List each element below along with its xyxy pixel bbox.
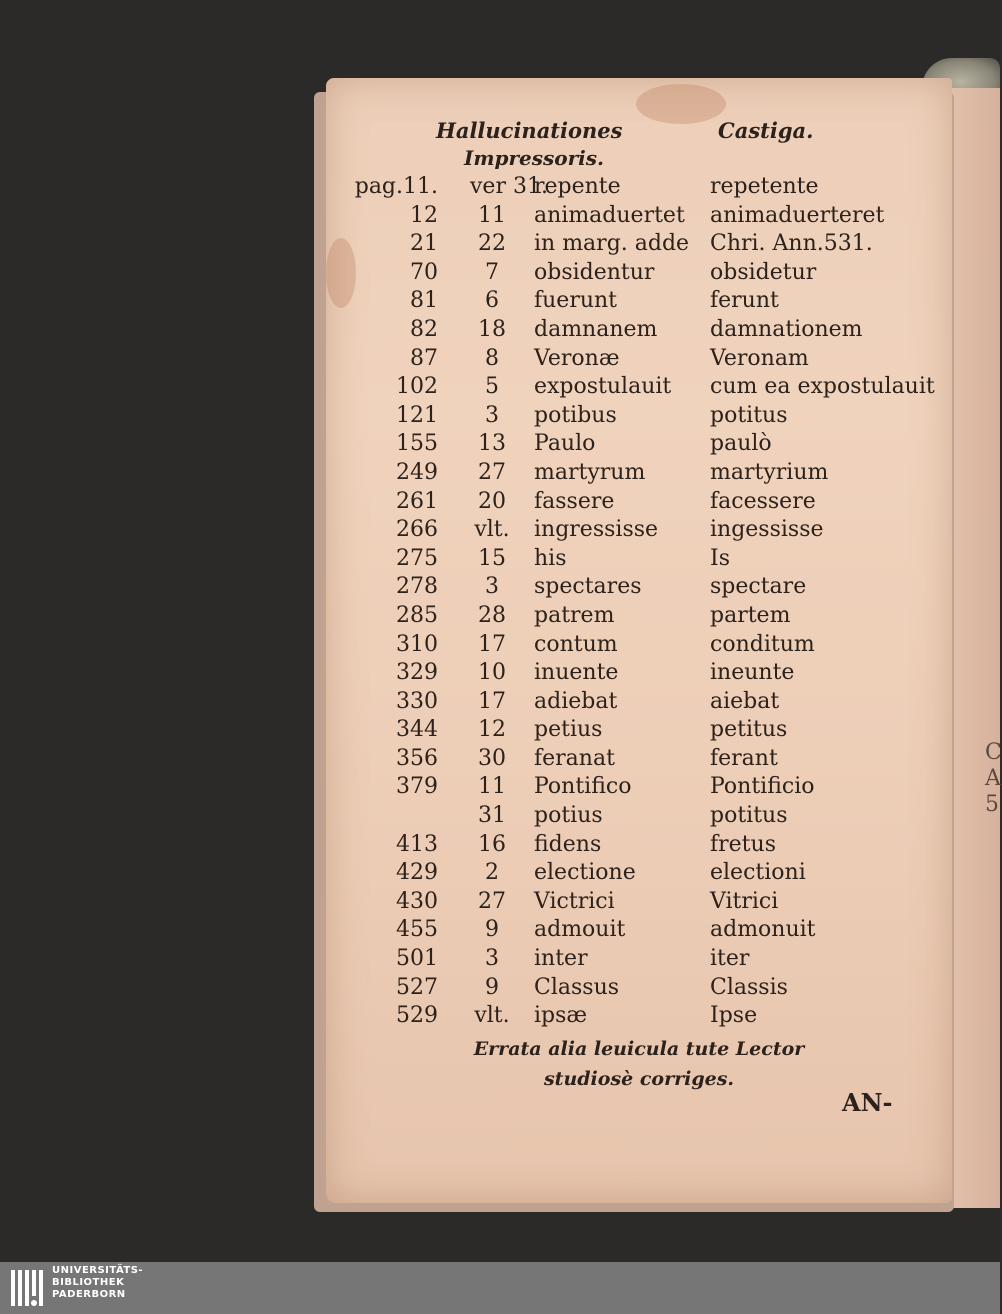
errata-error-text: fuerunt xyxy=(534,288,618,314)
errata-correction-text: admonuit xyxy=(710,917,816,943)
errata-page-number: 12 xyxy=(410,202,438,228)
library-footer-bar xyxy=(0,1262,1000,1314)
errata-correction-text: Is xyxy=(710,545,730,571)
errata-page-number: 121 xyxy=(396,402,438,428)
errata-page-number: 275 xyxy=(396,545,438,571)
errata-error-text: ipsæ xyxy=(534,1003,588,1029)
errata-line-number: 20 xyxy=(478,488,506,514)
errata-error-text: electione xyxy=(534,860,636,886)
errata-page-number: 249 xyxy=(396,459,438,485)
errata-page-number: 430 xyxy=(396,888,438,914)
errata-note-line: Errata alia leuicula tute Lector xyxy=(473,1038,805,1060)
errata-correction-text: aiebat xyxy=(710,688,780,714)
errata-page-number: 501 xyxy=(396,946,438,972)
errata-correction-text: Vitrici xyxy=(710,888,779,914)
errata-error-text: fassere xyxy=(534,488,615,514)
errata-page-number: 429 xyxy=(396,860,438,886)
errata-error-text: contum xyxy=(534,631,618,657)
errata-line-number: 15 xyxy=(478,545,506,571)
errata-line-number: 3 xyxy=(485,402,499,428)
errata-line-number: 11 xyxy=(478,202,506,228)
errata-error-text: ingressisse xyxy=(534,517,659,543)
errata-correction-text: conditum xyxy=(710,631,815,657)
errata-page-number: 87 xyxy=(410,345,438,371)
errata-row xyxy=(326,773,952,802)
errata-row xyxy=(326,859,952,888)
errata-error-text: Classus xyxy=(534,974,620,1000)
errata-line-number: 11 xyxy=(478,774,506,800)
errata-row xyxy=(326,831,952,860)
errata-line-number: 9 xyxy=(485,974,499,1000)
errata-page-number: 285 xyxy=(396,602,438,628)
errata-page-number: 21 xyxy=(410,231,438,257)
errata-error-text: petius xyxy=(534,717,603,743)
library-logo-icon xyxy=(10,1268,46,1308)
errata-correction-text: Classis xyxy=(710,974,788,1000)
errata-page-number: 356 xyxy=(396,745,438,771)
errata-row xyxy=(326,659,952,688)
errata-line-number: 2 xyxy=(485,860,499,886)
errata-line-number: 30 xyxy=(478,745,506,771)
errata-page-number: 527 xyxy=(396,974,438,1000)
errata-page-number: pag.11. xyxy=(354,174,438,199)
errata-error-text: expostulauit xyxy=(534,374,672,400)
errata-line-number: 3 xyxy=(485,946,499,972)
errata-row xyxy=(326,573,952,602)
catchword: AN- xyxy=(842,1088,893,1117)
errata-page-number: 266 xyxy=(396,517,438,543)
errata-error-text: animaduertet xyxy=(534,202,685,228)
errata-line-number: 18 xyxy=(478,316,506,342)
errata-error-text: feranat xyxy=(534,745,615,771)
heading-errors: Hallucinationes xyxy=(436,118,623,143)
errata-page xyxy=(326,78,952,1203)
errata-error-text: Veronæ xyxy=(534,345,620,371)
errata-page-number: 82 xyxy=(410,316,438,342)
errata-row xyxy=(326,745,952,774)
errata-row xyxy=(326,631,952,660)
errata-error-text: spectares xyxy=(534,574,642,600)
errata-row xyxy=(326,888,952,917)
errata-correction-text: iter xyxy=(710,946,750,972)
errata-correction-text: fretus xyxy=(710,831,776,857)
errata-error-text: Victrici xyxy=(534,888,615,914)
errata-error-text: Pontifico xyxy=(534,774,632,800)
errata-error-text: his xyxy=(534,545,567,571)
library-name xyxy=(52,1265,143,1301)
errata-line-number: 8 xyxy=(485,345,499,371)
page-heading xyxy=(326,114,952,174)
errata-row xyxy=(326,488,952,517)
errata-line-number: 9 xyxy=(485,917,499,943)
errata-row xyxy=(326,516,952,545)
errata-line-number: 12 xyxy=(478,717,506,743)
errata-error-text: fidens xyxy=(534,831,602,857)
errata-correction-text: partem xyxy=(710,602,791,628)
errata-page-number: 330 xyxy=(396,688,438,714)
errata-correction-text: ferant xyxy=(710,745,778,771)
errata-correction-text: animaduerteret xyxy=(710,202,885,228)
errata-error-text: inuente xyxy=(534,660,619,686)
fragment-letter: 5 xyxy=(985,792,999,817)
errata-row xyxy=(326,402,952,431)
errata-line-number: 5 xyxy=(485,374,499,400)
errata-correction-text: potitus xyxy=(710,402,788,428)
errata-row xyxy=(326,916,952,945)
errata-line-number: 27 xyxy=(478,888,506,914)
library-name-line: BIBLIOTHEK xyxy=(52,1277,125,1288)
errata-page-number: 529 xyxy=(396,1003,438,1029)
errata-line-number: 3 xyxy=(485,574,499,600)
errata-row xyxy=(326,1002,952,1031)
fragment-letter: A xyxy=(985,766,1001,791)
errata-row xyxy=(326,316,952,345)
errata-page-number: 379 xyxy=(396,774,438,800)
errata-note xyxy=(326,1034,952,1094)
errata-page-number: 310 xyxy=(396,631,438,657)
errata-line-number: 31 xyxy=(478,803,506,829)
errata-line-number: ver 31. xyxy=(470,174,548,199)
errata-row xyxy=(326,802,952,831)
errata-line-number: vlt. xyxy=(474,517,510,543)
errata-error-text: admouit xyxy=(534,917,626,943)
errata-correction-text: Pontificio xyxy=(710,774,815,800)
errata-row xyxy=(326,173,952,202)
errata-page-number: 261 xyxy=(396,488,438,514)
errata-error-text: repente xyxy=(534,174,621,199)
errata-line-number: 28 xyxy=(478,602,506,628)
errata-row xyxy=(326,430,952,459)
errata-correction-text: repetente xyxy=(710,174,819,199)
errata-row xyxy=(326,202,952,231)
errata-error-text: obsidentur xyxy=(534,259,655,285)
errata-error-text: damnanem xyxy=(534,316,658,342)
errata-correction-text: ingessisse xyxy=(710,517,824,543)
library-name-line: PADERBORN xyxy=(52,1289,126,1300)
errata-line-number: 17 xyxy=(478,688,506,714)
errata-error-text: Paulo xyxy=(534,431,596,457)
errata-line-number: 13 xyxy=(478,431,506,457)
errata-row xyxy=(326,716,952,745)
library-name-line: UNIVERSITÄTS- xyxy=(52,1265,144,1276)
errata-correction-text: martyrium xyxy=(710,459,829,485)
errata-row xyxy=(326,259,952,288)
errata-row xyxy=(326,945,952,974)
errata-error-text: potibus xyxy=(534,402,617,428)
errata-row xyxy=(326,230,952,259)
errata-line-number: vlt. xyxy=(474,1003,510,1029)
errata-page-number: 102 xyxy=(396,374,438,400)
errata-error-text: in marg. adde xyxy=(534,231,690,257)
errata-page-number: 278 xyxy=(396,574,438,600)
errata-row xyxy=(326,545,952,574)
errata-row xyxy=(326,373,952,402)
errata-row xyxy=(326,602,952,631)
errata-row xyxy=(326,688,952,717)
errata-note-line: studiosè corriges. xyxy=(543,1068,735,1090)
errata-page-number: 155 xyxy=(396,431,438,457)
errata-correction-text: Veronam xyxy=(710,345,809,371)
errata-page-number: 70 xyxy=(410,259,438,285)
errata-page-number: 413 xyxy=(396,831,438,857)
errata-line-number: 7 xyxy=(485,259,499,285)
errata-row xyxy=(326,974,952,1003)
errata-row xyxy=(326,287,952,316)
errata-error-text: adiebat xyxy=(534,688,618,714)
errata-page-number: 81 xyxy=(410,288,438,314)
errata-line-number: 6 xyxy=(485,288,499,314)
errata-line-number: 10 xyxy=(478,660,506,686)
heading-errors-sub: Impressoris. xyxy=(464,146,604,170)
errata-row xyxy=(326,459,952,488)
errata-row xyxy=(326,345,952,374)
errata-line-number: 27 xyxy=(478,459,506,485)
errata-correction-text: Chri. Ann.531. xyxy=(710,231,873,257)
errata-line-number: 16 xyxy=(478,831,506,857)
errata-line-number: 22 xyxy=(478,231,506,257)
errata-correction-text: ferunt xyxy=(710,288,779,314)
errata-correction-text: paulò xyxy=(710,431,772,457)
next-page-fragment xyxy=(985,740,1002,818)
fragment-letter: C xyxy=(985,740,1002,765)
heading-corrections: Castiga. xyxy=(718,118,814,143)
errata-page-number: 344 xyxy=(396,717,438,743)
errata-error-text: martyrum xyxy=(534,459,646,485)
errata-correction-text: petitus xyxy=(710,717,788,743)
errata-table xyxy=(326,173,952,1031)
errata-correction-text: spectare xyxy=(710,574,807,600)
errata-correction-text: obsidetur xyxy=(710,259,817,285)
errata-page-number: 455 xyxy=(396,917,438,943)
errata-correction-text: facessere xyxy=(710,488,816,514)
errata-correction-text: potitus xyxy=(710,803,788,829)
errata-correction-text: ineunte xyxy=(710,660,795,686)
errata-error-text: inter xyxy=(534,946,588,972)
errata-error-text: patrem xyxy=(534,602,615,628)
errata-error-text: potius xyxy=(534,803,603,829)
errata-correction-text: Ipse xyxy=(710,1003,758,1029)
errata-page-number: 329 xyxy=(396,660,438,686)
errata-correction-text: damnationem xyxy=(710,316,863,342)
errata-line-number: 17 xyxy=(478,631,506,657)
errata-correction-text: cum ea expostulauit xyxy=(710,374,935,400)
errata-correction-text: electioni xyxy=(710,860,806,886)
